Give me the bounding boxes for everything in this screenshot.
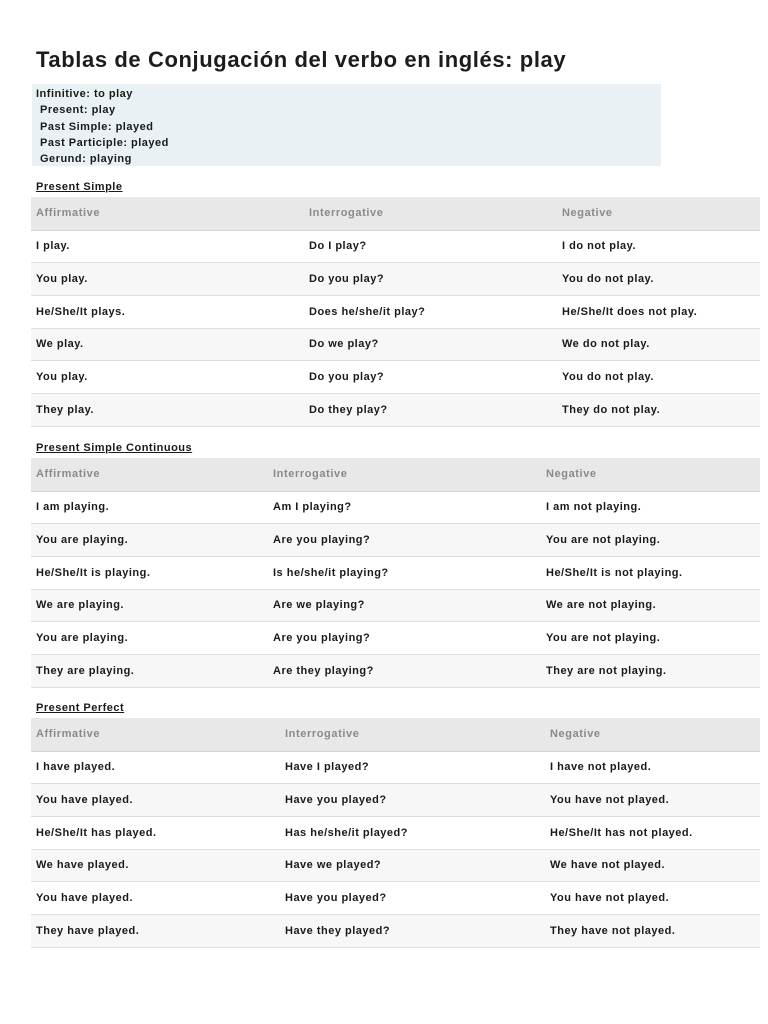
section-title: Present Perfect [36,702,125,714]
interrogative-cell: Do you play? [304,361,557,394]
table-row [31,816,760,849]
negative-cell: You do not play. [557,361,760,394]
present-form: Present: play [40,104,116,117]
interrogative-cell: Have you played? [280,784,545,817]
verb-forms-box [32,84,661,166]
table-row [31,328,760,361]
negative-cell: We have not played. [545,849,760,882]
table-row [31,751,760,784]
table-row [31,654,760,687]
table-row [31,882,760,915]
interrogative-cell: Is he/she/it playing? [268,556,541,589]
table-row [31,849,760,882]
table-row [31,393,760,426]
table-header-row [31,718,760,751]
table-header-row [31,458,760,491]
table-row [31,589,760,622]
conjugation-table [31,197,760,427]
interrogative-cell: Do I play? [304,230,557,263]
infinitive-form: Infinitive: to play [36,88,133,100]
past-simple-form: Past Simple: played [40,120,154,133]
negative-cell: You have not played. [545,882,760,915]
negative-cell: They are not playing. [541,654,760,687]
table-row [31,491,760,524]
column-header-affirmative: Affirmative [31,197,304,230]
negative-cell: He/She/It is not playing. [541,556,760,589]
interrogative-cell: Has he/she/it played? [280,816,545,849]
affirmative-cell: He/She/It is playing. [31,556,268,589]
negative-cell: I do not play. [557,230,760,263]
table-row [31,230,760,263]
interrogative-cell: Are you playing? [268,524,541,557]
negative-cell: You do not play. [557,263,760,296]
interrogative-cell: Am I playing? [268,491,541,524]
affirmative-cell: They play. [31,393,304,426]
negative-cell: We do not play. [557,328,760,361]
affirmative-cell: I am playing. [31,491,268,524]
table-row [31,524,760,557]
table-row [31,784,760,817]
column-header-affirmative: Affirmative [31,718,280,751]
negative-cell: He/She/It does not play. [557,295,760,328]
negative-cell: You have not played. [545,784,760,817]
interrogative-cell: Are they playing? [268,654,541,687]
past-participle-form: Past Participle: played [40,136,169,149]
affirmative-cell: You are playing. [31,524,268,557]
table-row [31,914,760,947]
interrogative-cell: Have you played? [280,882,545,915]
affirmative-cell: He/She/It has played. [31,816,280,849]
affirmative-cell: You are playing. [31,622,268,655]
affirmative-cell: I have played. [31,751,280,784]
section-title: Present Simple [36,181,123,193]
interrogative-cell: Do you play? [304,263,557,296]
negative-cell: They have not played. [545,914,760,947]
negative-cell: He/She/It has not played. [545,816,760,849]
negative-cell: We are not playing. [541,589,760,622]
affirmative-cell: You play. [31,361,304,394]
column-header-negative: Negative [557,197,760,230]
gerund-form: Gerund: playing [40,153,132,166]
conjugation-table [31,458,760,688]
column-header-negative: Negative [541,458,760,491]
affirmative-cell: We have played. [31,849,280,882]
interrogative-cell: Have they played? [280,914,545,947]
table-row [31,622,760,655]
interrogative-cell: Do we play? [304,328,557,361]
affirmative-cell: We are playing. [31,589,268,622]
table-row [31,556,760,589]
affirmative-cell: I play. [31,230,304,263]
table-row [31,361,760,394]
table-header-row [31,197,760,230]
affirmative-cell: We play. [31,328,304,361]
page-title: Tablas de Conjugación del verbo en inglés: play [36,47,567,72]
interrogative-cell: Are you playing? [268,622,541,655]
column-header-negative: Negative [545,718,760,751]
affirmative-cell: He/She/It plays. [31,295,304,328]
column-header-affirmative: Affirmative [31,458,268,491]
affirmative-cell: They are playing. [31,654,268,687]
column-header-interrogative: Interrogative [268,458,541,491]
negative-cell: You are not playing. [541,622,760,655]
interrogative-cell: Does he/she/it play? [304,295,557,328]
interrogative-cell: Do they play? [304,393,557,426]
table-row [31,295,760,328]
section-title: Present Simple Continuous [36,442,193,454]
interrogative-cell: Have we played? [280,849,545,882]
affirmative-cell: You have played. [31,784,280,817]
interrogative-cell: Are we playing? [268,589,541,622]
affirmative-cell: They have played. [31,914,280,947]
negative-cell: I am not playing. [541,491,760,524]
column-header-interrogative: Interrogative [304,197,557,230]
negative-cell: You are not playing. [541,524,760,557]
affirmative-cell: You have played. [31,882,280,915]
table-row [31,263,760,296]
conjugation-table [31,718,760,948]
interrogative-cell: Have I played? [280,751,545,784]
column-header-interrogative: Interrogative [280,718,545,751]
affirmative-cell: You play. [31,263,304,296]
negative-cell: They do not play. [557,393,760,426]
negative-cell: I have not played. [545,751,760,784]
